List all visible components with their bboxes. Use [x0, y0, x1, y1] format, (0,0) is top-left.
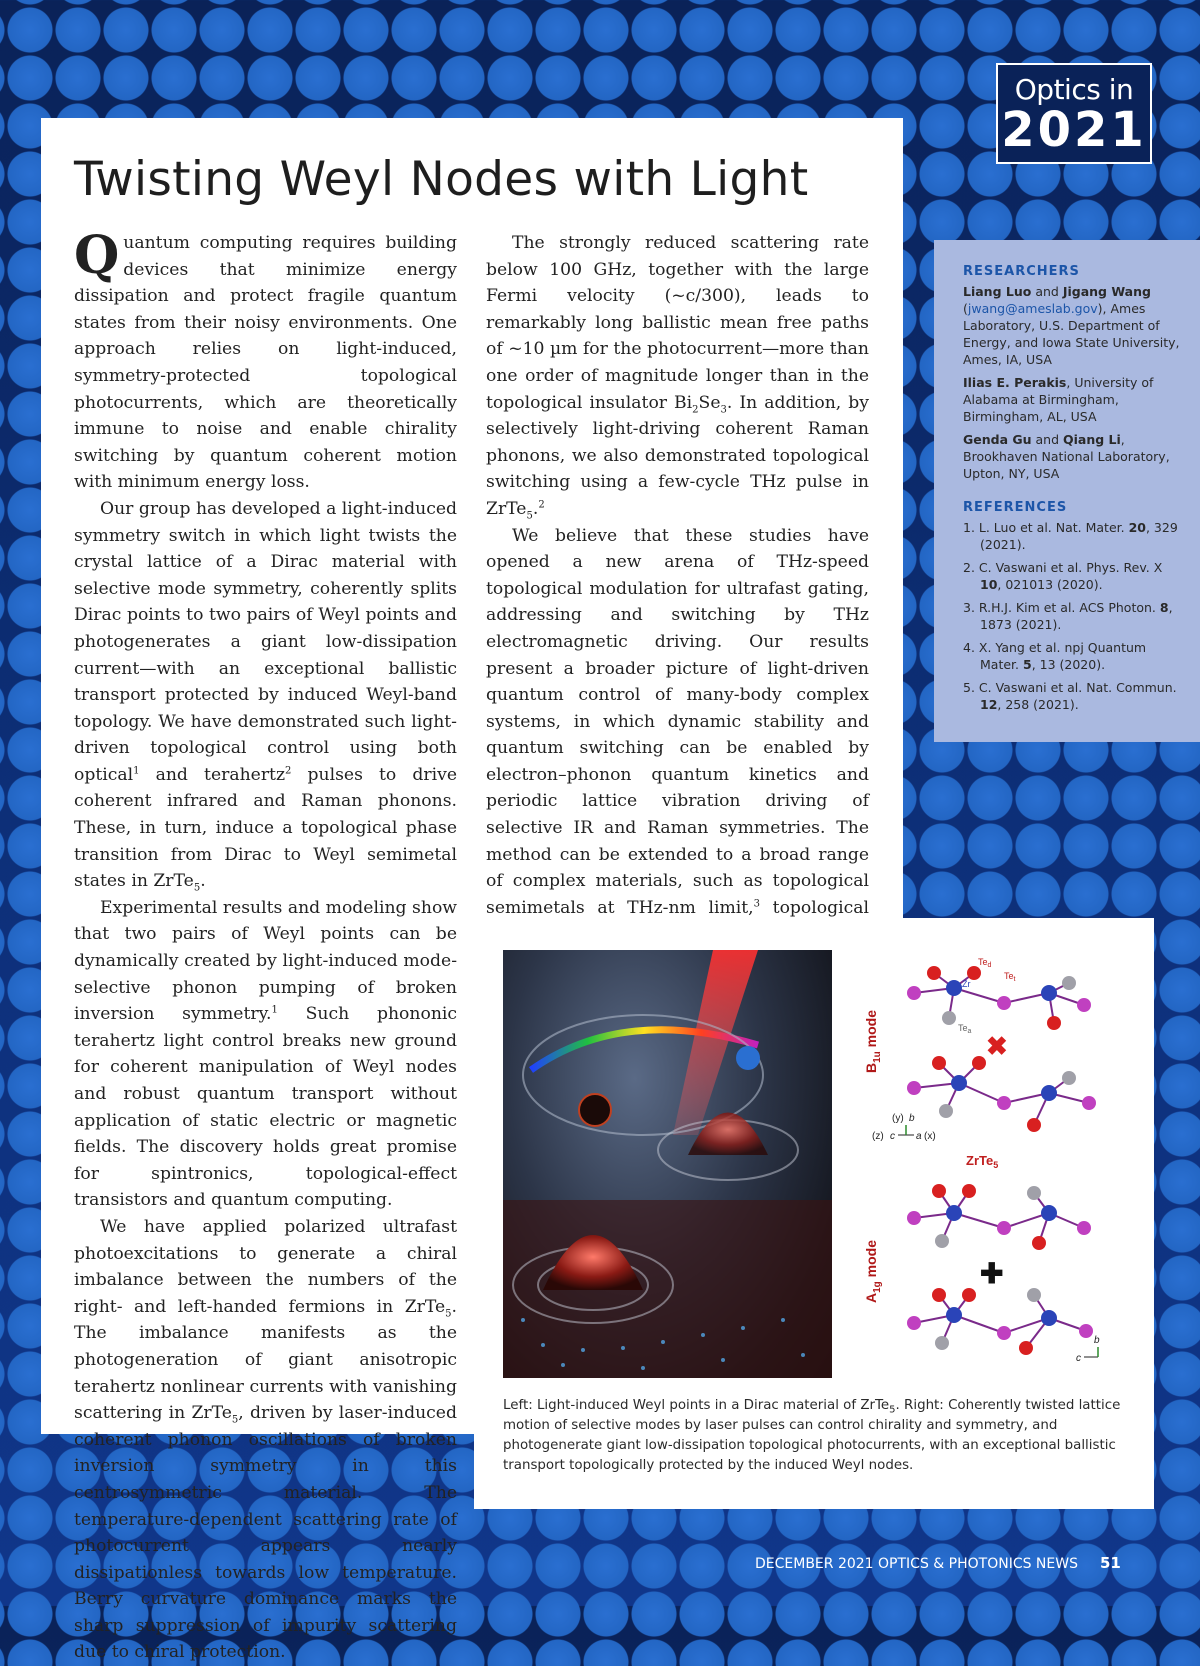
page-number: 51 — [1099, 1554, 1121, 1572]
article-title: Twisting Weyl Nodes with Light — [74, 152, 809, 207]
researchers-sidebar — [934, 240, 1200, 742]
badge-year: 2021 — [1001, 102, 1147, 158]
lattice-mode-diagram — [854, 943, 1144, 1388]
svg-text:b: b — [1094, 1335, 1100, 1346]
optics-in-2021-badge — [996, 63, 1152, 164]
reference-item: 3. R.H.J. Kim et al. ACS Photon. 8, 1873 (2021). — [963, 600, 1173, 632]
a1g-atoms-bottom — [907, 1288, 1093, 1355]
researchers-heading: RESEARCHERS — [963, 264, 1080, 279]
a1g-atoms-top — [907, 1184, 1091, 1250]
cross-symbol: ✖ — [986, 1031, 1008, 1061]
reference-item: 1. L. Luo et al. Nat. Mater. 20, 329 (2021). — [963, 520, 1178, 552]
b1u-lattice-top — [914, 973, 1084, 1023]
lattice-diagram-svg — [854, 943, 1144, 1388]
article-column-left — [74, 225, 458, 1666]
svg-text:(y): (y) — [892, 1113, 904, 1124]
svg-text:(x): (x) — [924, 1131, 936, 1142]
weyl-points-illustration — [503, 950, 832, 1378]
paragraph-6: We believe that these studies have opened a new arena of THz-speed topological modulation for ultrafast gating, addressing and switching by THz electromagnetic driving. Our results present a broader picture of light-driven quantum control of many-body complex systems, in which dynamic stability and quantum switching can be enabled by electron–phonon quantum kinetics and periodic lattice vibration driving of selective IR and Raman symmetries. The method can be extended to a broad range of complex materials, such as topological semimetals at THz-nm limit,$^3$ topological — [486, 523, 869, 1004]
badge-line1: Optics in — [1014, 73, 1134, 106]
atom-label-ted: $Te_d$ — [978, 957, 992, 969]
reference-list — [963, 519, 1186, 713]
paragraph-4: We have applied polarized ultrafast photoexcitations to generate a chiral imbalance between the numbers of the right- and left-handed fermions in ZrTe$_5$. The imbalance manifests as the photogeneration of giant anisotropic terahertz nonlinear currents with vanishing scattering in ZrTe$_5$, driven by laser-induced coherent phonon oscillations of broken inversion symmetry in this centrosymmetric material. The temperature-dependent scattering rate of photocurrent appears nearly dissipationless towards low temperature. Berry curvature dominance marks the sharp suppression of impurity scattering due to chiral protection. — [74, 1216, 457, 1663]
zrte5-label: ZrTe$_5$ — [966, 1153, 999, 1170]
svg-text:b: b — [909, 1113, 915, 1124]
reference-item: 4. X. Yang et al. npj Quantum Mater. 5, 13 (2020). — [963, 640, 1147, 672]
researcher-entry-1: Liang Luo and Jigang Wang (jwang@ameslab.gov), Ames Laboratory, U.S. Department of Energy, and Iowa State University, Ames, IA, USA — [963, 284, 1180, 367]
svg-text:c: c — [1076, 1353, 1081, 1364]
references-heading: REFERENCES — [963, 500, 1068, 515]
figure-panel — [474, 918, 1154, 1509]
b1u-atoms-bottom — [907, 1056, 1096, 1132]
dark-sphere — [579, 1094, 611, 1126]
atom-label-tet: $Te_t$ — [1004, 971, 1016, 983]
footer-issue: DECEMBER 2021 OPTICS & PHOTONICS NEWS — [755, 1556, 1078, 1572]
plus-symbol: ✚ — [980, 1258, 1004, 1289]
reference-item: 5. C. Vaswani et al. Nat. Commun. 12, 258 (2021). — [963, 680, 1177, 712]
svg-text:c: c — [890, 1131, 895, 1142]
paragraph-1: Quantum computing requires building devices that minimize energy dissipation and protect fragile quantum states from their noisy environments. One approach relies on light-induced, symmetry-protected topological photocurrents, which are theoretically immune to noise and enable chirality switching by quantum coherent motion with minimum energy loss. — [74, 225, 457, 493]
svg-text:(z): (z) — [872, 1131, 884, 1142]
svg-text:a: a — [916, 1131, 922, 1142]
a1g-mode-label: $A_{1g}$ mode — [863, 1239, 883, 1303]
paragraph-5: The strongly reduced scattering rate below 100 GHz, together with the large Fermi velocity (~c/300), leads to remarkably long ballistic mean free paths of ~10 µm for the photocurrent—more than one order of magnitude longer than in the topological insulator $Bi_2Se_3$. In addition, by selectively light-driving coherent Raman phonons, we also demonstrated topological switching using a few-cycle THz pulse in ZrTe$_5$.$^2$ — [486, 233, 870, 522]
atom-label-zr: Zr — [962, 979, 971, 989]
b1u-mode-label: $B_{1u}$ mode — [863, 1009, 883, 1073]
researcher-entry-2: Ilias E. Perakis, University of Alabama at Birmingham, Birmingham, AL, USA — [963, 375, 1154, 424]
axes-indicator-bottom — [1076, 1335, 1100, 1364]
reference-item: 2. C. Vaswani et al. Phys. Rev. X 10, 021013 (2020). — [963, 560, 1163, 592]
atom-label-tea: $Te_a$ — [958, 1023, 972, 1035]
figure-caption: Left: Light-induced Weyl points in a Dirac material of ZrTe$_5$. Right: Coherently twisted lattice motion of selective modes by laser pulses can control chirality and symmetry, and photogenerate giant low-dissipation topological photocurrents, with an exceptional ballistic transport topologically protected by the induced Weyl nodes. — [503, 1398, 1121, 1473]
blue-sphere — [736, 1046, 760, 1070]
article-column-right — [486, 230, 869, 1003]
email-link[interactable]: jwang@ameslab.gov — [967, 301, 1098, 316]
paragraph-2: Our group has developed a light-induced symmetry switch in which light twists the crystal lattice of a Dirac material with selective mode symmetry, coherently splits Dirac points to two pairs of Weyl points and photogenerates a giant low-dissipation current—with an exceptional ballistic transport protected by induced Weyl-band topology. We have demonstrated such light-driven topological control using both optical$^1$ and terahertz$^2$ pulses to drive coherent infrared and Raman phonons. These, in turn, induce a topological phase transition from Dirac to Weyl semimetal states in ZrTe$_5$. — [74, 498, 458, 894]
researcher-entry-3: Genda Gu and Qiang Li, Brookhaven National Laboratory, Upton, NY, USA — [963, 432, 1170, 481]
paragraph-3: Experimental results and modeling show that two pairs of Weyl points can be dynamically created by light-induced mode-selective phonon pumping of broken inversion symmetry.$^1$ Such phononic terahertz light control breaks new ground for coherent manipulation of Weyl nodes and robust quantum transport without application of static electric or magnetic fields. The discovery holds great promise for spintronics, topological-effect transistors and quantum computing. — [74, 897, 458, 1211]
weyl-illustration-svg — [503, 950, 832, 1378]
b1u-lattice-bottom — [914, 1063, 1089, 1125]
page-footer — [755, 1554, 1121, 1572]
drop-cap: Q — [74, 225, 120, 286]
axes-indicator-top — [872, 1113, 936, 1142]
